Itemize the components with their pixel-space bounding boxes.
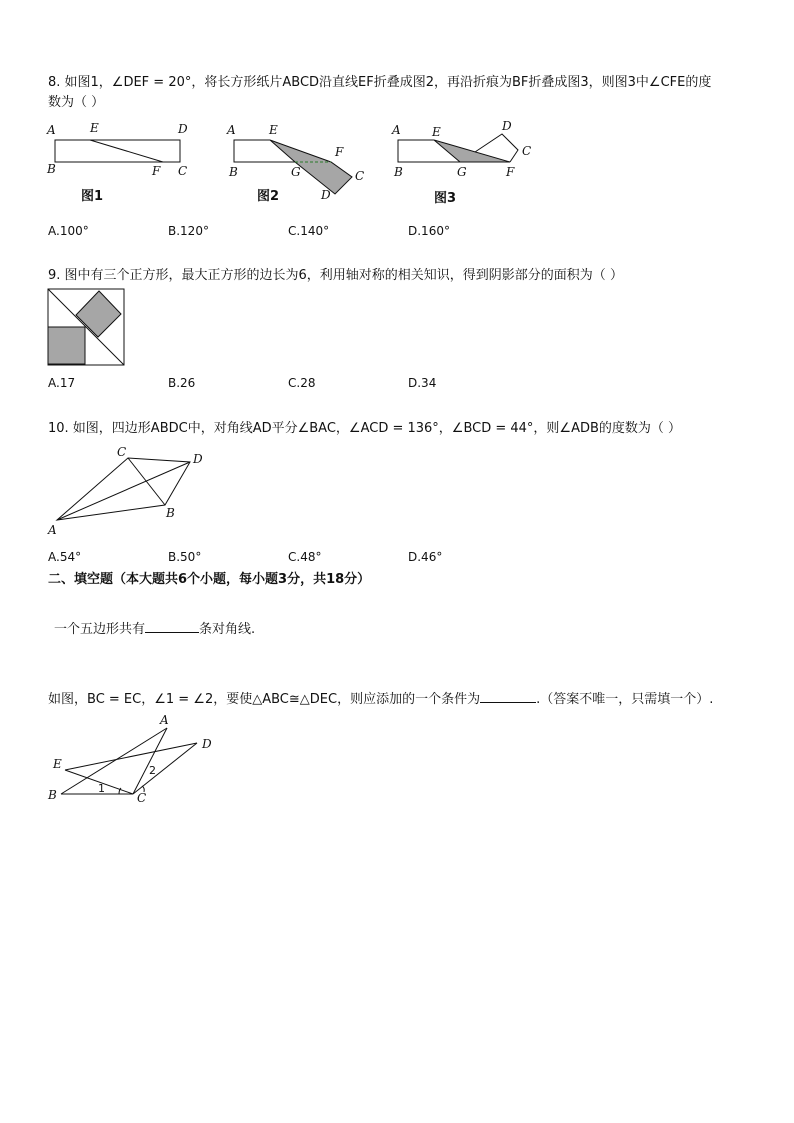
q12-label-1: 1 bbox=[98, 782, 105, 795]
fig3-label-A: A bbox=[392, 123, 401, 137]
fig1-label-C: C bbox=[178, 164, 188, 178]
q10-label-C: C bbox=[117, 445, 127, 459]
q11-text-before: 一个五边形共有 bbox=[54, 622, 146, 637]
fig3-label-D: D bbox=[502, 119, 512, 133]
q12-label-E: E bbox=[53, 757, 62, 771]
q9-option-c: C.28 bbox=[288, 376, 316, 390]
q12-label-B: B bbox=[48, 788, 57, 802]
q10-label-A: A bbox=[48, 523, 57, 537]
fig2-label-E: E bbox=[269, 123, 278, 137]
fig3-caption: 图3 bbox=[434, 191, 457, 206]
fig3-label-G: G bbox=[457, 165, 467, 179]
q12-answer-blank[interactable] bbox=[480, 690, 536, 703]
q9-figure bbox=[47, 288, 127, 368]
q9-text: 9. 图中有三个正方形，最大正方形的边长为6，利用轴对称的相关知识，得到阴影部分的面积为（ ） bbox=[48, 268, 623, 283]
q10-option-d: D.46° bbox=[408, 550, 443, 564]
q10-label-D: D bbox=[193, 452, 203, 466]
q11-text bbox=[54, 620, 255, 638]
q8-figure-1 bbox=[45, 118, 195, 203]
fig1-label-A: A bbox=[47, 123, 56, 137]
fig2-caption: 图2 bbox=[257, 189, 280, 204]
fig2-label-F: F bbox=[335, 145, 344, 159]
fig1-caption: 图1 bbox=[81, 189, 104, 204]
q8-text-line1: 8. 如图1，∠DEF = 20°，将长方形纸片ABCD沿直线EF折叠成图2，再沿折痕为BF折叠成图3，则图3中∠CFE的度 bbox=[48, 75, 712, 90]
q8-option-b: B.120° bbox=[168, 224, 209, 238]
fig1-label-D: D bbox=[178, 122, 188, 136]
q9-option-d: D.34 bbox=[408, 376, 437, 390]
q12-label-D: D bbox=[202, 737, 212, 751]
q8-figure-3 bbox=[390, 118, 540, 208]
q10-label-B: B bbox=[166, 506, 175, 520]
q8-figure-2 bbox=[225, 118, 375, 208]
q12-label-C: C bbox=[137, 791, 147, 805]
q8-option-c: C.140° bbox=[288, 224, 330, 238]
fig1-label-B: B bbox=[47, 162, 56, 176]
q9-option-b: B.26 bbox=[168, 376, 196, 390]
fig1-label-F: F bbox=[152, 164, 161, 178]
q12-label-2: 2 bbox=[149, 764, 156, 777]
fig2-label-G: G bbox=[291, 165, 301, 179]
fig2-label-A: A bbox=[227, 123, 236, 137]
q10-option-b: B.50° bbox=[168, 550, 202, 564]
fig2-label-C: C bbox=[355, 169, 365, 183]
q8-text-line2: 数为（ ） bbox=[48, 95, 105, 110]
fig2-label-B: B bbox=[229, 165, 238, 179]
fig1-label-E: E bbox=[90, 121, 99, 135]
q11-text-after: 条对角线. bbox=[199, 622, 256, 637]
fig2-label-D: D bbox=[321, 188, 331, 202]
q12-label-A: A bbox=[160, 713, 169, 727]
fig3-label-F: F bbox=[506, 165, 515, 179]
section2-title: 二、填空题（本大题共6个小题，每小题3分，共18分） bbox=[48, 572, 371, 587]
fig3-label-C: C bbox=[522, 144, 532, 158]
q10-text: 10. 如图，四边形ABDC中，对角线AD平分∠BAC，∠ACD = 136°，∠BCD = 44°，则∠ADB的度数为（ ） bbox=[48, 421, 682, 436]
q10-figure bbox=[45, 440, 225, 535]
fig3-label-B: B bbox=[394, 165, 403, 179]
q12-text bbox=[48, 690, 713, 708]
q12-text-after: .（答案不唯一，只需填一个）. bbox=[536, 692, 714, 707]
q10-option-a: A.54° bbox=[48, 550, 82, 564]
q8-option-a: A.100° bbox=[48, 224, 89, 238]
fig3-label-E: E bbox=[432, 125, 441, 139]
q8-option-d: D.160° bbox=[408, 224, 450, 238]
q9-option-a: A.17 bbox=[48, 376, 76, 390]
q10-option-c: C.48° bbox=[288, 550, 322, 564]
q12-text-before: 如图，BC = EC，∠1 = ∠2，要使△ABC≅△DEC，则应添加的一个条件为 bbox=[48, 692, 481, 707]
q12-figure bbox=[45, 710, 225, 810]
q11-answer-blank[interactable] bbox=[145, 620, 199, 633]
